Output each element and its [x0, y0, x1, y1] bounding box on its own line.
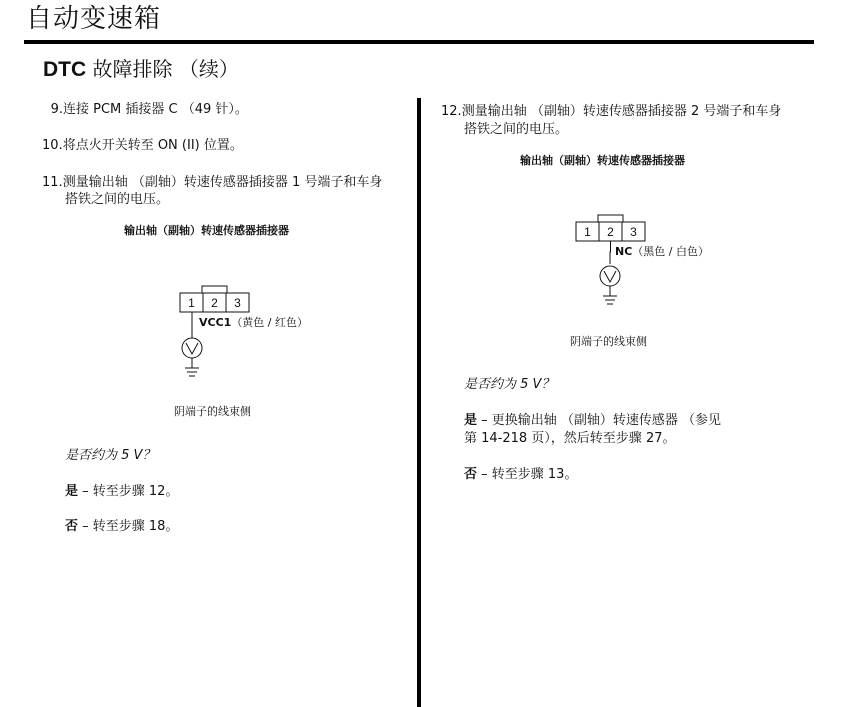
section-title-text: 故障排除 （续）: [86, 57, 239, 81]
yes-text-line2: 第 14-218 页），然后转至步骤 27。: [464, 431, 676, 446]
yes-label: 是: [65, 484, 79, 499]
no-text: – 转至步骤 13。: [477, 467, 578, 482]
step-12: [441, 102, 781, 121]
connector-latch: [202, 286, 227, 293]
page-title: 自动变速箱: [26, 4, 162, 34]
step-9: [44, 100, 248, 119]
connector-diagram: [160, 280, 280, 384]
pin-2-label: 2: [211, 296, 218, 310]
connector-caption: 输出轴（副轴）转速传感器插接器: [520, 154, 685, 167]
step-number: 10.: [42, 138, 63, 153]
title-rule: [24, 40, 814, 44]
step-text: 连接 PCM 插接器 C （49 针）。: [63, 102, 248, 117]
step-number: 12.: [441, 104, 462, 119]
section-title-dtc: DTC: [43, 58, 87, 81]
probe-wire: [610, 241, 611, 264]
step-text-line1: 测量输出轴 （副轴）转速传感器插接器 1 号端子和车身: [62, 175, 383, 190]
wire-id: VCC1: [199, 316, 232, 329]
yes-text-line1: – 更换输出轴 （副轴）转速传感器 （参见: [477, 413, 722, 428]
column-divider: [417, 98, 421, 707]
pin-1-label: 1: [188, 296, 195, 310]
answer-yes: [65, 482, 178, 501]
pin-3-label: 3: [234, 296, 241, 310]
no-text: – 转至步骤 18。: [78, 519, 179, 534]
wire-label: [615, 245, 709, 259]
wire-label: [199, 316, 308, 330]
step-10: [42, 136, 243, 155]
wire-id: NC: [615, 245, 633, 258]
step-number: 11.: [42, 175, 63, 190]
pin-2-label: 2: [607, 225, 614, 239]
connector-diagram: [556, 208, 676, 312]
section-title: [43, 56, 239, 83]
wire-color: （黑色 / 白色）: [632, 245, 709, 258]
question: 是否约为 5 V？: [65, 448, 156, 463]
answer-no: [65, 517, 178, 536]
step-text: 将点火开关转至 ON (II) 位置。: [62, 138, 243, 153]
no-label: 否: [65, 519, 79, 534]
step-number: 9.: [50, 102, 63, 117]
step-11-line2: 搭铁之间的电压。: [65, 192, 170, 207]
pin-3-label: 3: [630, 225, 637, 239]
question: 是否约为 5 V？: [464, 377, 555, 392]
no-label: 否: [464, 467, 478, 482]
wire-color: （黄色 / 红色）: [231, 316, 309, 329]
diagram-footer: 阴端子的线束侧: [570, 335, 647, 348]
step-12-line2: 搭铁之间的电压。: [464, 122, 569, 137]
connector-latch: [598, 215, 623, 222]
connector-caption: 输出轴（副轴）转速传感器插接器: [124, 224, 289, 237]
step-text-line1: 测量输出轴 （副轴）转速传感器插接器 2 号端子和车身: [461, 104, 782, 119]
yes-text: – 转至步骤 12。: [78, 484, 179, 499]
pin-1-label: 1: [584, 225, 591, 239]
yes-label: 是: [464, 413, 478, 428]
answer-no: [464, 465, 577, 484]
answer-yes: [464, 411, 721, 430]
diagram-footer: 阴端子的线束侧: [174, 405, 251, 418]
